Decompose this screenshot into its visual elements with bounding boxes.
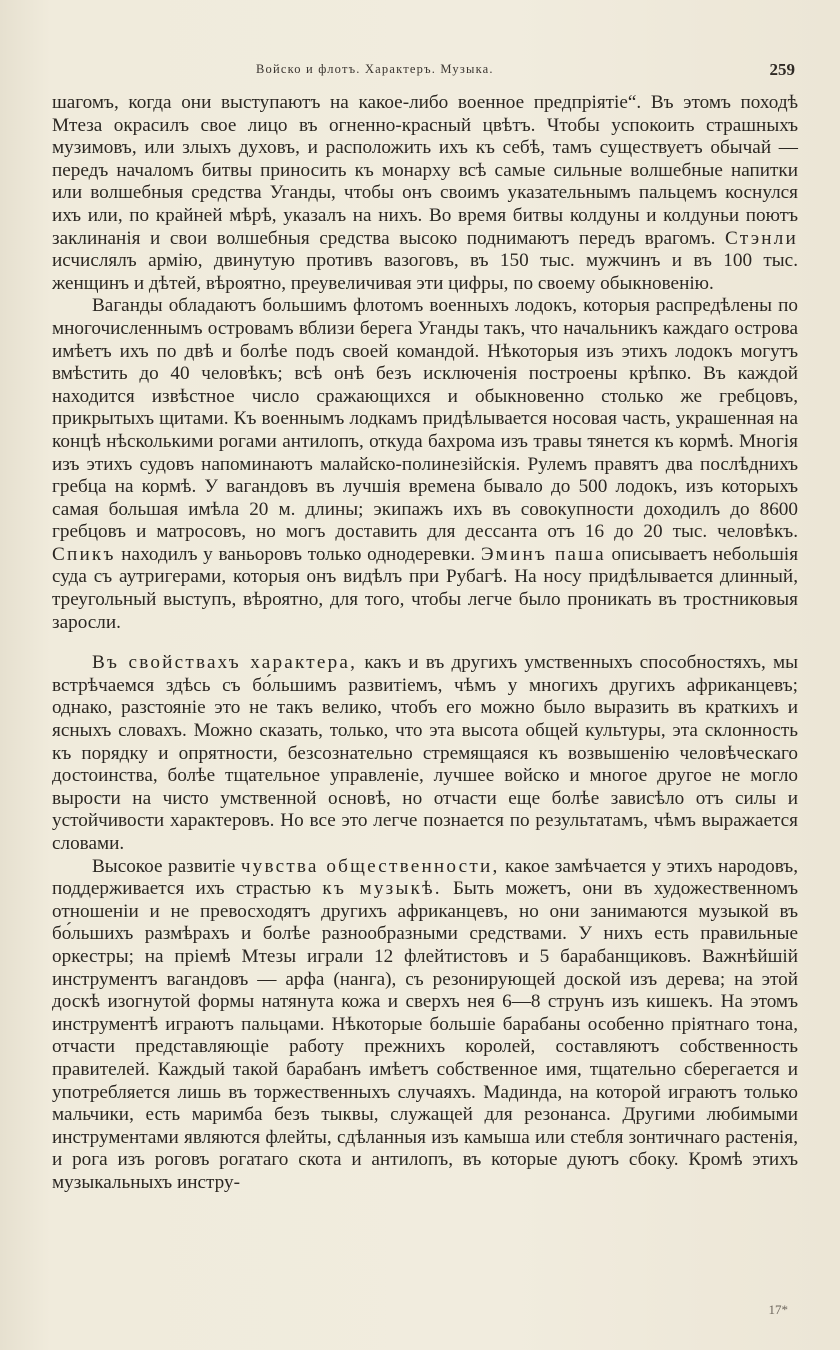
paragraph-4-music: къ музыкѣ. — [322, 878, 442, 900]
paragraph-3 — [52, 652, 798, 855]
paragraph-3-text: какъ и въ другихъ умственныхъ способностяхъ, мы встрѣчаемся здѣсь съ бо́льшимъ развитіемъ, чѣмъ у многихъ другихъ африканцевъ; однако, разстояніе это не такъ велико, чтобъ его можно было выразить въ краткихъ и ясныхъ словахъ. Можно сказать, только, что эта высота общей культуры, эта склонность къ порядку и опрятности, безсознательно стремящаяся къ возвышенію человѣческаго достоинства, болѣе тщательное управленіе, лучшее войско и многое другое не могло вырости на чисто умственной основѣ, но отчасти еще болѣе зависѣло отъ силы и устойчивости характеровъ. Но все это легче познается по результатамъ, чѣмъ выражается словами. — [52, 652, 798, 854]
paragraph-2-text-b: находилъ у ваньоровъ только однодеревки. — [121, 543, 476, 565]
paragraph-1-text: шагомъ, когда они выступаютъ на какое-либо военное предпріятіе“. Въ этомъ походѣ Мтеза окрасилъ свое лицо въ огненно-красный цвѣтъ. Чтобы успокоить страшныхъ музимовъ, или злыхъ духовъ, и расположить ихъ къ себѣ, тамъ существуетъ обычай — передъ началомъ битвы приносить къ монарху всѣ самые сильные волшебные напитки или волшебныя средства Уганды, чтобы онъ своимъ указательнымъ пальцемъ коснулся ихъ или, по крайней мѣрѣ, указалъ на нихъ. Во время битвы колдуны и колдуньи поютъ заклинанія и свои волшебныя средства высоко поднимаютъ передъ врагомъ. — [52, 92, 798, 249]
paragraph-1-tail: исчислялъ армію, двинутую противъ вазоговъ, въ 150 тыс. мужчинъ и въ 100 тыс. женщинъ и дѣтей, вѣроятно, преувеличивая эти цифры, по своему обыкновенію. — [52, 250, 798, 294]
paragraph-4-lead: чувства общественности, — [240, 855, 500, 877]
running-head: Войско и флотъ. Характеръ. Музыка. — [256, 62, 494, 76]
paragraph-4 — [52, 856, 798, 1195]
paragraph-2-text-c: описываетъ небольшія суда съ аутригерами, которыя онъ видѣлъ при Рубагѣ. На носу придѣлывается длинный, треугольный выступъ, вѣроятно, для того, чтобы легче было проникать въ тростниковыя заросли. — [52, 543, 799, 633]
name-stanley: Стэнли — [725, 227, 799, 249]
page-body — [52, 92, 798, 1195]
paragraph-4-text-b: какое замѣчается у этихъ народовъ, поддерживается ихъ страстью — [52, 855, 799, 900]
paragraph-3-lead: Въ свойствахъ характера, — [92, 652, 358, 674]
paragraph-1 — [52, 92, 798, 295]
page-number: 259 — [769, 60, 795, 79]
paragraph-2 — [52, 295, 798, 634]
paragraph-4-text-a: Высокое развитіе — [92, 855, 236, 877]
page-header — [250, 60, 795, 84]
printer-signature: 17* — [768, 1302, 788, 1317]
paragraph-4-text: Быть можетъ, они въ художественномъ отношеніи и не превосходятъ другихъ африканцевъ, но они занимаются музыкой въ бо́льшихъ размѣрахъ и болѣе разнообразными средствами. У нихъ есть правильные оркестры; на пріемѣ Мтезы играли 12 флейтистовъ и 5 барабанщиковъ. Важнѣйшій инструментъ вагандовъ — арфа (нанга), съ резонирующей доской изъ дерева; на этой доскѣ изогнутой формы натянута кожа и сверхъ нея 6—8 струнъ изъ кишекъ. На этомъ инструментѣ играютъ пальцами. Нѣкоторые большіе барабаны особенно пріятнаго тона, отчасти представляющіе работу прежнихъ королей, составляютъ собственность правителей. Каждый такой барабанъ имѣетъ собственное имя, тщательно сберегается и употребляется лишь въ торжественныхъ случаяхъ. Мадинда, на которой играютъ только мальчики, есть маримба безъ тыквы, служащей для резонанса. Другими любимыми инструментами являются флейты, сдѣланныя изъ камыша или стебля зонтичнаго растенія, и рога изъ роговъ рогатаго скота и антилопъ, въ которые дуютъ сбоку. Кромѣ этихъ музыкальныхъ инстру- — [52, 878, 799, 1193]
name-emin-pasha: Эминъ паша — [480, 543, 606, 565]
paragraph-2-text-a: Ваганды обладаютъ большимъ флотомъ военныхъ лодокъ, которыя распредѣлены по многочисленнымъ островамъ вблизи берега Уганды такъ, что начальникъ каждаго острова имѣетъ ихъ по двѣ и болѣе подъ своей командой. Нѣкоторыя изъ этихъ лодокъ могутъ вмѣстить до 40 человѣкъ; всѣ онѣ безъ исключенія построены крѣпко. Въ каждой находится извѣстное число сражающихся и обыкновенно столько же гребцовъ, прикрытыхъ щитами. Къ военнымъ лодкамъ придѣлывается носовая часть, украшенная на концѣ нѣсколькими рогами антилопъ, откуда бахрома изъ травы тянется къ кормѣ. Многія изъ этихъ судовъ напоминаютъ малайско-полинезійскія. Рулемъ правятъ два послѣднихъ гребца на кормѣ. У вагандовъ въ лучшія времена бывало до 500 лодокъ, изъ которыхъ самая большая имѣла 20 м. длины; экипажъ ихъ въ совокупности доходилъ до 8600 гребцовъ и матросовъ, но могъ доставить для дессанта отъ 16 до 20 тыс. человѣкъ. — [52, 295, 798, 543]
name-speke: Спикъ — [52, 543, 116, 565]
